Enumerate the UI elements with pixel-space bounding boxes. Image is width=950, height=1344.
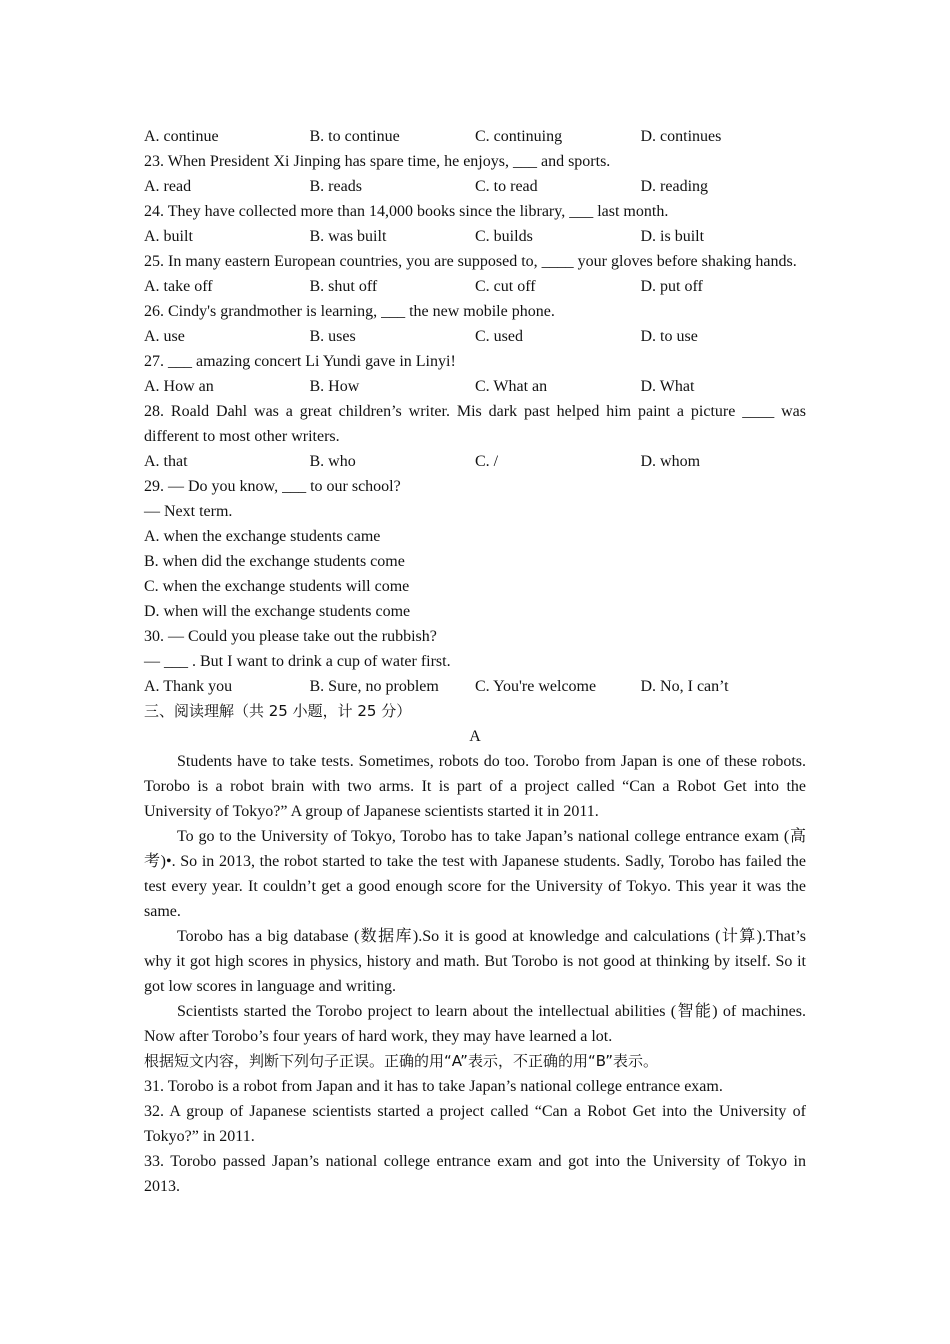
option-a: A. continue xyxy=(144,128,219,145)
q28-stem: 28. Roald Dahl was a great children’s writer. Mis dark past helped him paint a picture ____ was different to most other writers. xyxy=(144,403,806,445)
passage-paragraph: To go to the University of Tokyo, Torobo has to take Japan’s national college entrance exam (高考)•. So in 2013, the robot started to take the test with Japanese students. Sadly, Torobo has failed the test every year. It couldn’t get a good enough score for the University of Tokyo. This year it was the same. xyxy=(144,828,807,920)
option-d: D. continues xyxy=(640,128,722,145)
q30-options xyxy=(144,674,806,699)
section-heading: 三、阅读理解（共 25 小题，计 25 分） xyxy=(144,702,412,720)
q27-options xyxy=(144,374,806,399)
q23-options xyxy=(144,174,806,199)
option-c: C. when the exchange students will come xyxy=(144,578,410,595)
option-d: D. is built xyxy=(640,228,705,245)
option-b: B. How xyxy=(309,378,360,395)
option-a: A. take off xyxy=(144,278,213,295)
option-a: A. built xyxy=(144,228,193,245)
option-c: C. cut off xyxy=(475,278,536,295)
option-a: A. when the exchange students came xyxy=(144,528,381,545)
passage-paragraph: Torobo has a big database (数据库).So it is good at knowledge and calculations (计算).That’s why it got high scores in physics, history and math. But Torobo is not good at thinking by itself. So it got low scores in language and writing. xyxy=(144,928,806,995)
q24-stem: 24. They have collected more than 14,000 books since the library, ___ last month. xyxy=(144,203,669,220)
q30-reply: — ___ . But I want to drink a cup of water first. xyxy=(144,653,451,670)
passage-paragraph: Students have to take tests. Sometimes, robots do too. Torobo from Japan is one of these robots. Torobo is a robot brain with two arms. It is part of a project called “Can a Robot Get into the University of Tokyo?” A group of Japanese scientists started it in 2011. xyxy=(144,753,806,820)
option-d: D. when will the exchange students come xyxy=(144,603,411,620)
option-c: C. builds xyxy=(475,228,533,245)
option-c: C. to read xyxy=(475,178,538,195)
task-instruction: 根据短文内容，判断下列句子正误。正确的用“A”表示，不正确的用“B”表示。 xyxy=(144,1052,658,1070)
q26-stem: 26. Cindy's grandmother is learning, ___ the new mobile phone. xyxy=(144,303,555,320)
q29-stem: 29. — Do you know, ___ to our school? xyxy=(144,478,401,495)
statement: 31. Torobo is a robot from Japan and it has to take Japan’s national college entrance exam. xyxy=(144,1078,723,1095)
q27-stem: 27. ___ amazing concert Li Yundi gave in Linyi! xyxy=(144,353,456,370)
option-c: C. used xyxy=(475,328,523,345)
option-b: B. reads xyxy=(309,178,362,195)
statement: 33. Torobo passed Japan’s national college entrance exam and got into the University of Tokyo in 2013. xyxy=(144,1153,806,1195)
statement: 32. A group of Japanese scientists started a project called “Can a Robot Get into the University of Tokyo?” in 2011. xyxy=(144,1103,806,1145)
q24-options xyxy=(144,224,806,249)
option-d: D. whom xyxy=(640,453,701,470)
option-b: B. uses xyxy=(309,328,356,345)
q28-options xyxy=(144,449,806,474)
q26-options xyxy=(144,324,806,349)
option-a: A. Thank you xyxy=(144,678,233,695)
q29-reply: — Next term. xyxy=(144,503,233,520)
option-c: C. You're welcome xyxy=(475,678,597,695)
option-c: C. / xyxy=(475,453,499,470)
q25-options xyxy=(144,274,806,299)
passage-label: A xyxy=(469,728,481,745)
q23-stem: 23. When President Xi Jinping has spare time, he enjoys, ___ and sports. xyxy=(144,153,611,170)
passage-paragraph: Scientists started the Torobo project to learn about the intellectual abilities (智能) of machines. Now after Torobo’s four years of hard work, they may have learned a lot. xyxy=(144,1003,806,1045)
option-b: B. shut off xyxy=(309,278,378,295)
option-b: B. when did the exchange students come xyxy=(144,553,405,570)
option-c: C. continuing xyxy=(475,128,563,145)
option-d: D. What xyxy=(640,378,695,395)
option-d: D. No, I can’t xyxy=(640,678,729,695)
option-b: B. Sure, no problem xyxy=(309,678,439,695)
exam-page xyxy=(144,124,806,1199)
option-a: A. read xyxy=(144,178,192,195)
option-b: B. was built xyxy=(309,228,387,245)
q25-stem: 25. In many eastern European countries, you are supposed to, ____ your gloves before shaking hands. xyxy=(144,253,797,270)
option-a: A. that xyxy=(144,453,188,470)
option-d: D. reading xyxy=(640,178,709,195)
option-a: A. use xyxy=(144,328,185,345)
option-b: B. to continue xyxy=(309,128,400,145)
option-d: D. put off xyxy=(640,278,703,295)
option-a: A. How an xyxy=(144,378,214,395)
q30-stem: 30. — Could you please take out the rubbish? xyxy=(144,628,437,645)
option-b: B. who xyxy=(309,453,356,470)
q22-options xyxy=(144,124,806,149)
option-d: D. to use xyxy=(640,328,698,345)
option-c: C. What an xyxy=(475,378,548,395)
